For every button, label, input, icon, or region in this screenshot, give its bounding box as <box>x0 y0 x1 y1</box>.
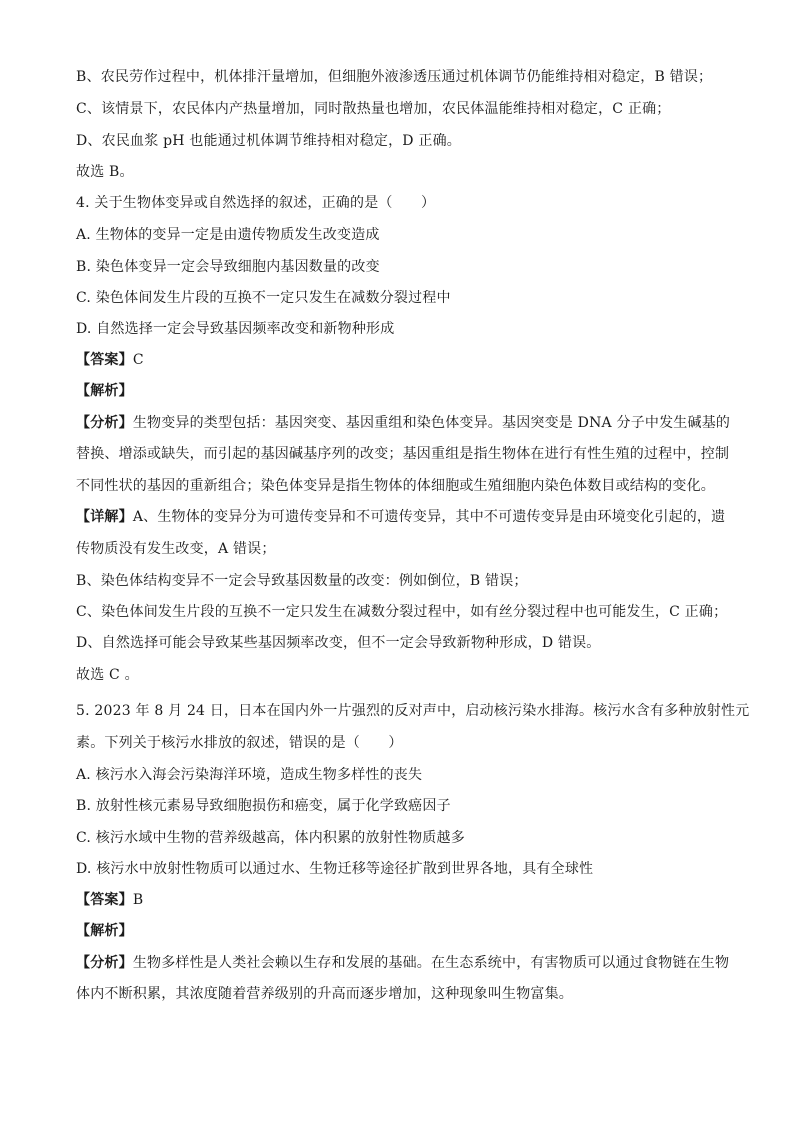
q4-option-c: C. 染色体间发生片段的互换不一定只发生在减数分裂过程中 <box>76 290 451 306</box>
q5-option-d: D. 核污水中放射性物质可以通过水、生物迁移等途径扩散到世界各地，具有全球性 <box>76 861 594 877</box>
q4-xiangjie-line-4: C、染色体间发生片段的互换不一定只发生在减数分裂过程中，如有丝分裂过程中也可能发生，C 正确； <box>76 604 728 620</box>
q5-option-c: C. 核污水域中生物的营养级越高，体内积累的放射性物质越多 <box>76 830 465 846</box>
q4-xiangjie-text-1: A、生物体的变异分为可遗传变异和不可遗传变异，其中不可遗传变异是由环境变化引起的，遗 <box>132 509 726 525</box>
q4-answer-value: C <box>132 352 144 368</box>
q4-answer <box>76 351 726 369</box>
q5-answer-tag: 【答案】 <box>76 892 133 908</box>
q4-option-b: B. 染色体变异一定会导致细胞内基因数量的改变 <box>76 259 380 275</box>
q5-fenxi-line-2: 体内不断积累，其浓度随着营养级别的升高而逐步增加，这种现象叫生物富集。 <box>76 986 573 1002</box>
q4-analysis-label: 【解析】 <box>76 383 133 399</box>
q4-xiangjie-tag: 【详解】 <box>76 509 133 525</box>
q5-stem-line-1: 5. 2023 年 8 月 24 日，日本在国内外一片强烈的反对声中，启动核污染水排海。核污水含有多种放射性元 <box>76 703 750 719</box>
q4-fenxi-text-1: 生物变异的类型包括：基因突变、基因重组和染色体变异。基因突变是 DNA 分子中发生碱基的 <box>132 415 731 431</box>
q4-fenxi-line-3: 不同性状的基因的重新组合；染色体变异是指生物体的体细胞或生殖细胞内染色体数目或结构的变化。 <box>76 478 715 494</box>
q4-xiangjie-line-5: D、自然选择可能会导致某些基因频率改变，但不一定会导致新物种形成，D 错误。 <box>76 635 601 651</box>
q4-fenxi-tag: 【分析】 <box>76 415 133 431</box>
q3-option-b-explanation: B、农民劳作过程中，机体排汗量增加，但细胞外液渗透压通过机体调节仍能维持相对稳定，B 错误； <box>76 69 713 85</box>
q4-fenxi-line-1 <box>76 414 731 432</box>
q4-answer-tag: 【答案】 <box>76 352 133 368</box>
q4-stem: 4. 关于生物体变异或自然选择的叙述，正确的是（ ） <box>76 195 436 211</box>
q4-analysis-tag <box>76 382 726 400</box>
q4-fenxi-line-2: 替换、增添或缺失，而引起的基因碱基序列的改变；基因重组是指生物体在进行有性生殖的过程中，控制 <box>76 446 730 462</box>
q4-xiangjie-line-3: B、染色体结构变异不一定会导致基因数量的改变：例如倒位，B 错误； <box>76 573 528 589</box>
q4-option-a: A. 生物体的变异一定是由遗传物质发生改变造成 <box>76 227 380 243</box>
q5-option-a: A. 核污水入海会污染海洋环境，造成生物多样性的丧失 <box>76 767 423 783</box>
q5-option-b: B. 放射性核元素易导致细胞损伤和癌变，属于化学致癌因子 <box>76 798 451 814</box>
q3-final-choice: 故选 B。 <box>76 164 134 180</box>
q5-analysis-label: 【解析】 <box>76 923 133 939</box>
q5-fenxi-text-1: 生物多样性是人类社会赖以生存和发展的基础。在生态系统中，有害物质可以通过食物链在生物 <box>132 955 730 971</box>
q4-option-d: D. 自然选择一定会导致基因频率改变和新物种形成 <box>76 321 395 337</box>
q5-fenxi-tag: 【分析】 <box>76 955 133 971</box>
q4-xiangjie-line-1 <box>76 508 726 526</box>
q3-option-d-explanation: D、农民血浆 pH 也能通过机体调节维持相对稳定，D 正确。 <box>76 133 461 149</box>
q4-xiangjie-line-2: 传物质没有发生改变，A 错误； <box>76 541 276 557</box>
q3-option-c-explanation: C、该情景下，农民体内产热量增加，同时散热量也增加，农民体温能维持相对稳定，C 正确； <box>76 101 671 117</box>
q5-answer-value: B <box>132 892 144 908</box>
q5-analysis-tag <box>76 922 726 940</box>
q5-stem-line-2: 素。下列关于核污水排放的叙述，错误的是（ ） <box>76 735 403 751</box>
q4-final-choice: 故选 C 。 <box>76 667 139 683</box>
q5-fenxi-line-1 <box>76 954 730 972</box>
q5-answer <box>76 891 726 909</box>
